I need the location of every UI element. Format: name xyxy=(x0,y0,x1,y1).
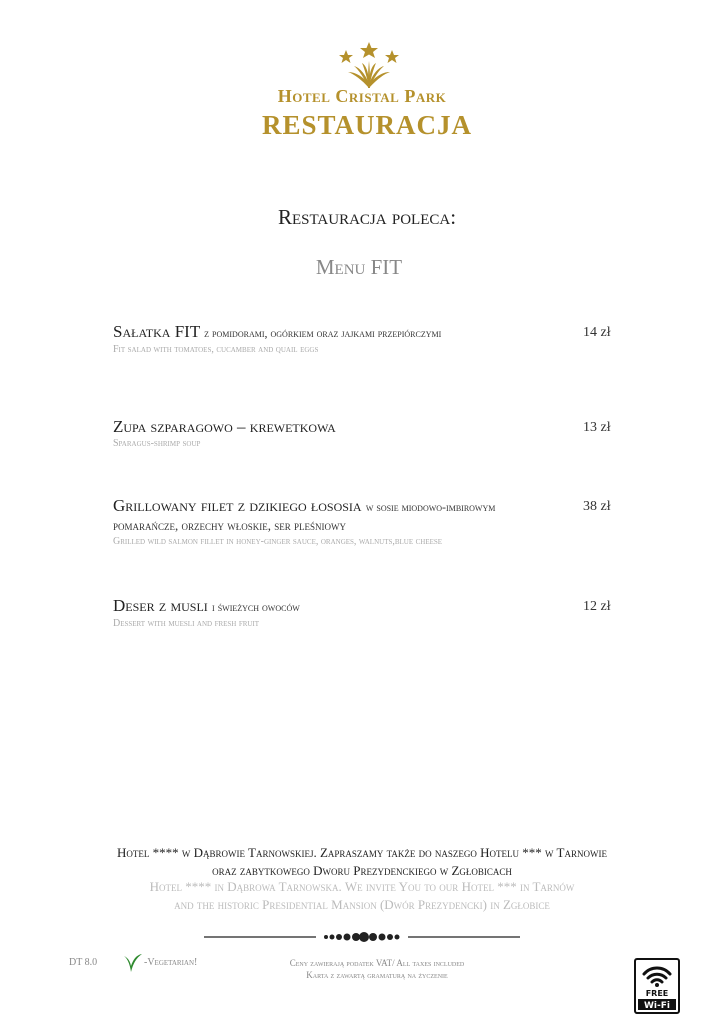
hotel-logo-icon xyxy=(332,42,406,90)
item-name: Zupa szparagowo – krewetkowa xyxy=(113,417,336,436)
hotel-name: Hotel Cristal Park xyxy=(277,86,447,106)
document-code: DT 8.0 xyxy=(69,957,98,968)
item-price: 38 zł xyxy=(583,499,611,514)
item-name: Deser z musli xyxy=(113,596,208,615)
item-detail-2: pomarańcze, orzechy włoskie, ser pleśniowy xyxy=(113,518,346,533)
footer-polish-line: Hotel **** w Dąbrowie Tarnowskiej. Zapraszamy także do naszego Hotelu *** w Tarnowie xyxy=(116,845,607,860)
menu-item xyxy=(113,496,623,549)
footer-english xyxy=(0,878,724,914)
item-name-line xyxy=(113,596,623,617)
item-price: 13 zł xyxy=(583,420,611,435)
wifi-free-text: FREE xyxy=(645,989,669,998)
item-english: Sparagus-shrimp soup xyxy=(113,438,201,449)
wifi-icon xyxy=(636,960,678,1012)
item-name: Sałatka FIT xyxy=(113,322,200,341)
item-detail: z pomidorami, ogórkiem oraz jajkami przepiórczymi xyxy=(204,326,442,340)
wifi-label-text: Wi-Fi xyxy=(644,1001,670,1011)
section-title: Restauracja poleca: xyxy=(277,205,457,229)
menu-subtitle: Menu FIT xyxy=(315,255,403,279)
menu-item xyxy=(113,417,623,451)
footer-polish xyxy=(0,844,724,880)
item-english: Dessert with muesli and fresh fruit xyxy=(113,618,260,629)
tax-line: Ceny zawierają podatek VAT/ All taxes included xyxy=(289,958,465,968)
footer-english-line: Hotel **** in Dąbrowa Tarnowska. We invite You to our Hotel *** in Tarnów xyxy=(149,879,575,894)
menu-item xyxy=(113,596,623,631)
item-name-line xyxy=(113,322,623,343)
tax-line: Karta z zawartą gramaturą na życzenie xyxy=(306,970,448,980)
restaurant-title: RESTAURACJA xyxy=(261,110,473,140)
item-english: Fit salad with tomatoes, cucamber and quail eggs xyxy=(113,344,319,355)
menu-item xyxy=(113,322,623,357)
footer-english-line: and the historic Presidential Mansion (Dwór Prezydencki) in Zgłobice xyxy=(174,897,550,912)
item-detail: w sosie miodowo-imbirowym xyxy=(365,500,496,514)
wifi-badge xyxy=(634,958,680,1014)
item-name-line xyxy=(113,417,623,437)
item-name-line xyxy=(113,496,623,517)
item-name: Grillowany filet z dzikiego łososia xyxy=(113,496,362,515)
item-english: Grilled wild salmon fillet in honey-ginger sauce, oranges, walnuts,blue cheese xyxy=(113,536,443,547)
tax-note xyxy=(0,957,724,981)
item-price: 12 zł xyxy=(583,599,611,614)
ornament-divider-icon xyxy=(204,928,520,946)
item-price: 14 zł xyxy=(583,325,611,340)
vegetarian-label: -Vegetarian! xyxy=(144,957,198,968)
footer-polish-line: oraz zabytkowego Dworu Prezydenckiego w Zgłobicach xyxy=(212,863,512,878)
item-detail: i świeżych owoców xyxy=(212,600,300,614)
